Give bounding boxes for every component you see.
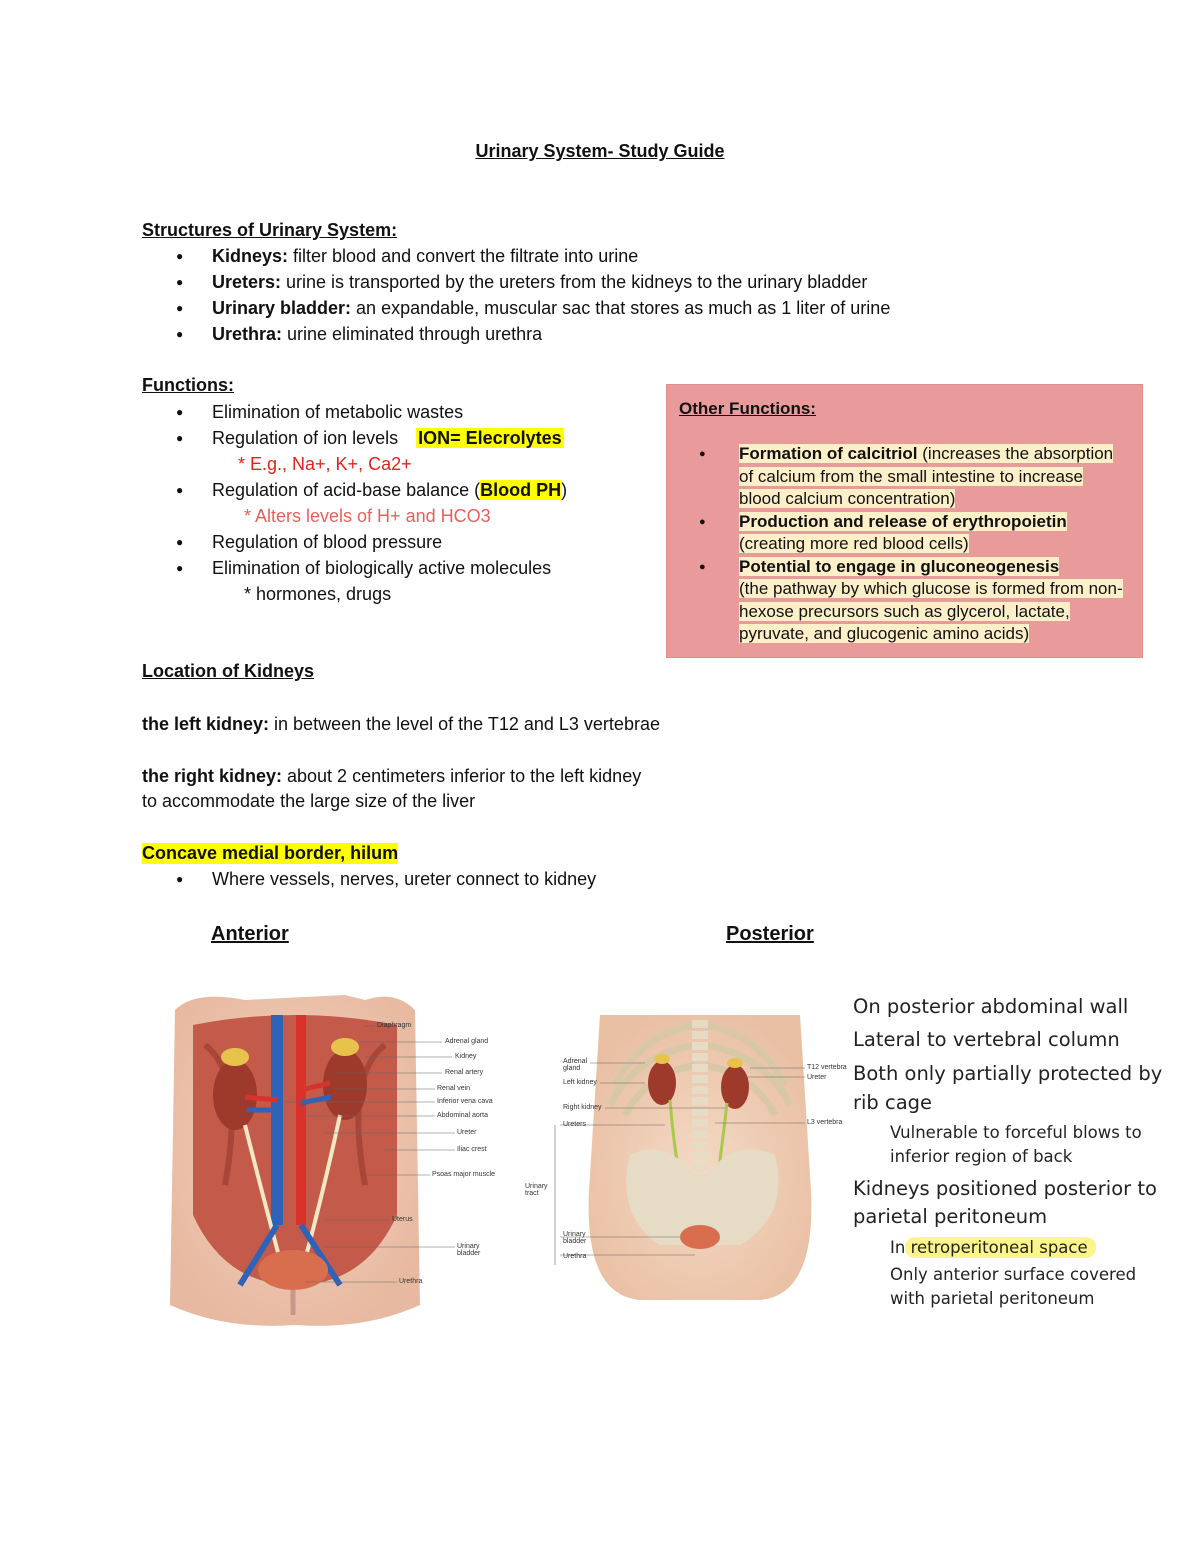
anno-psoas: Psoas major muscle [432, 1171, 496, 1178]
blood-ph-highlight: Blood PH [480, 480, 562, 500]
note-line-4: rib cage [853, 1091, 933, 1114]
list-item: ● Urethra: urine eliminated through urethra [142, 321, 890, 347]
right-kidney-text: the right kidney: about 2 centimeters inferior to the left kidney [142, 766, 642, 786]
anno-urinary-bladder-post: Urinary bladder [563, 1231, 587, 1245]
note-line-8: parietal peritoneum [853, 1205, 1048, 1228]
anno-l3: L3 vertebra [807, 1119, 843, 1126]
anno-renal-vein: Renal vein [437, 1085, 471, 1092]
note-line-2: Lateral to vertebral column [853, 1028, 1120, 1051]
list-item: ● Regulation of acid-base balance (Blood PH) [142, 477, 567, 503]
anno-adrenal-gland-post: Adrenal gland [563, 1058, 588, 1072]
molecules-note: * hormones, drugs [244, 584, 392, 604]
list-item: ● Kidneys: filter blood and convert the filtrate into urine [142, 243, 890, 269]
posterior-label: Posterior [726, 923, 814, 945]
structures-list [142, 243, 890, 347]
posterior-figure [520, 975, 850, 1325]
anno-uterus: Uterus [392, 1216, 413, 1223]
anno-ureters: Ureters [563, 1121, 586, 1128]
anno-urethra: Urethra [399, 1278, 423, 1285]
functions-heading: Functions: [142, 375, 234, 395]
page-title: Urinary System- Study Guide [475, 141, 725, 161]
anno-left-kidney: Left kidney [563, 1079, 597, 1086]
hilum-heading: Concave medial border, hilum [142, 843, 399, 863]
anno-renal-artery: Renal artery [445, 1069, 484, 1076]
note-line-9: In retroperitoneal space [890, 1238, 1096, 1257]
anno-diaphragm: Diaphragm [377, 1022, 412, 1029]
other-functions-heading: Other Functions: [679, 399, 816, 418]
note-line-3: Both only partially protected by [853, 1062, 1163, 1085]
anno-vena-cava: Inferior vena cava [437, 1098, 493, 1105]
note-line-1: On posterior abdominal wall [853, 995, 1129, 1018]
anno-ureter-post: Ureter [807, 1074, 827, 1081]
anno-abdominal-aorta: Abdominal aorta [437, 1112, 488, 1119]
anno-right-kidney: Right kidney [563, 1104, 602, 1111]
acid-base-note: * Alters levels of H+ and HCO3 [244, 506, 491, 526]
location-heading: Location of Kidneys [142, 661, 315, 681]
ion-highlight: ION= Elecrolytes [418, 428, 562, 448]
list-item: ● Regulation of ion levels ION= Elecrolytes [142, 425, 564, 451]
right-kidney-text-2: to accommodate the large size of the liver [142, 791, 476, 811]
anno-iliac-crest: Iliac crest [457, 1146, 487, 1153]
hilum-list [142, 866, 596, 892]
anno-urinary-tract: Urinary tract [525, 1183, 548, 1197]
note-line-7: Kidneys positioned posterior to [853, 1177, 1157, 1200]
functions-list-2 [142, 477, 567, 503]
list-item: ● Urinary bladder: an expandable, muscular sac that stores as much as 1 liter of urine [142, 295, 890, 321]
anno-urinary-bladder: Urinary bladder [457, 1243, 481, 1257]
list-item: ● Elimination of metabolic wastes [142, 399, 564, 425]
list-item: ● Ureters: urine is transported by the ureters from the kidneys to the urinary bladder [142, 269, 890, 295]
other-functions-list [667, 443, 1142, 646]
anno-adrenal-gland: Adrenal gland [445, 1038, 489, 1045]
functions-list-3 [142, 529, 551, 581]
anterior-figure [165, 985, 525, 1330]
note-line-6: inferior region of back [890, 1147, 1073, 1166]
retroperitoneal-highlight: retroperitoneal space [905, 1237, 1095, 1258]
ion-example: * E.g., Na+, K+, Ca2+ [238, 454, 412, 474]
anno-t12: T12 vertebra [807, 1064, 847, 1071]
anterior-label: Anterior [211, 923, 289, 945]
note-line-11: with parietal peritoneum [890, 1289, 1095, 1308]
anterior-anatomy-illustration [165, 985, 525, 1330]
left-kidney-text: the left kidney: in between the level of the T12 and L3 vertebrae [142, 714, 660, 734]
anno-ureter: Ureter [457, 1129, 477, 1136]
anno-kidney: Kidney [455, 1053, 477, 1060]
functions-list [142, 399, 564, 451]
structures-heading: Structures of Urinary System: [142, 220, 398, 240]
list-item: ● Regulation of blood pressure [142, 529, 551, 555]
note-line-5: Vulnerable to forceful blows to [890, 1123, 1142, 1142]
list-item: ● Where vessels, nerves, ureter connect to kidney [142, 866, 596, 892]
list-item: ● Formation of calcitriol (increases the absorption of calcium from the small intestine to increase blood calcium concentration) [667, 443, 1142, 511]
posterior-anatomy-illustration [520, 975, 850, 1325]
list-item: ● Production and release of erythropoietin (creating more red blood cells) [667, 511, 1142, 556]
list-item: ● Potential to engage in gluconeogenesis (the pathway by which glucose is formed from non-hexose precursors such as glycerol, lactate, pyruvate, and glucogenic amino acids) [667, 556, 1142, 646]
anno-urethra-post: Urethra [563, 1253, 587, 1260]
list-item: ● Elimination of biologically active molecules [142, 555, 551, 581]
note-line-10: Only anterior surface covered [890, 1265, 1137, 1284]
other-functions-box [667, 385, 1142, 657]
